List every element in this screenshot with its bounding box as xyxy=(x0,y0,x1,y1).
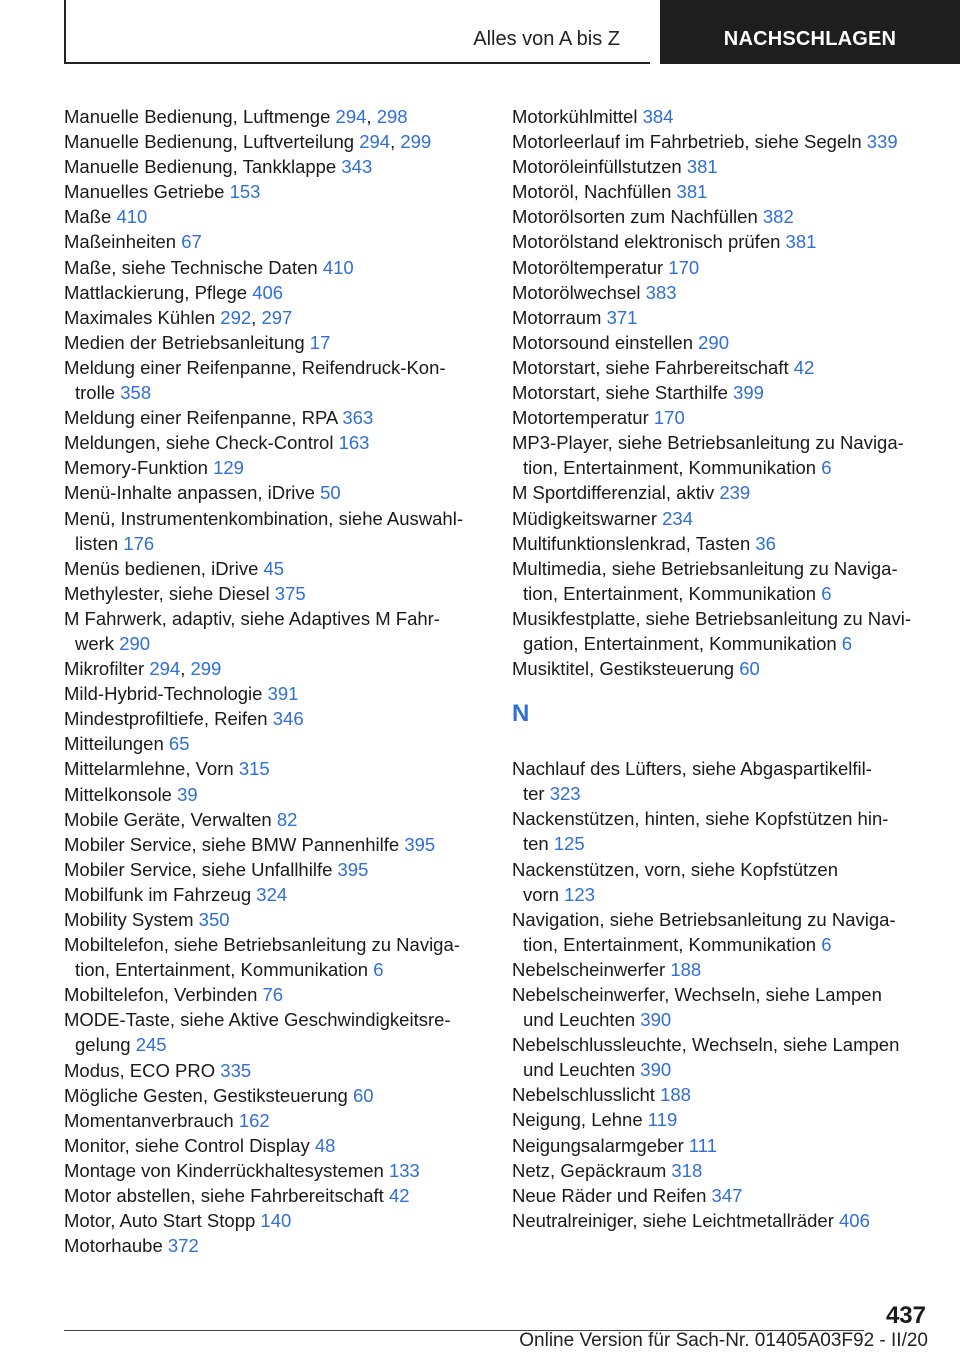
index-entry xyxy=(64,982,484,1007)
index-entry-label: trolle xyxy=(75,382,116,404)
page-reference-link[interactable]: 82 xyxy=(276,808,298,830)
section-title: Alles von A bis Z xyxy=(473,28,620,50)
index-entry-label: Motor, Auto Start Stopp xyxy=(64,1210,256,1232)
index-entry-label: Maße, siehe Technische Daten xyxy=(64,256,318,278)
page-reference-link[interactable]: 381 xyxy=(686,156,718,178)
index-entry xyxy=(512,756,932,781)
page-reference-link[interactable]: 36 xyxy=(755,532,776,554)
page-reference-link[interactable]: 371 xyxy=(606,306,638,328)
page-reference-link[interactable]: 60 xyxy=(352,1084,374,1106)
index-entry xyxy=(512,857,932,882)
index-entry-label: Neigung, Lehne xyxy=(512,1109,643,1131)
index-entry-label: Mobility System xyxy=(64,909,194,930)
index-entry-label: Menü-Inhalte anpassen, iDrive xyxy=(64,482,315,504)
index-entry xyxy=(64,1183,484,1208)
index-entry-label: und Leuchten xyxy=(523,1009,636,1031)
index-entry-label: Musiktitel, Gestiksteuerung xyxy=(512,658,735,680)
index-entry-continuation xyxy=(512,831,932,856)
index-entry xyxy=(64,1233,484,1258)
index-entry-label: Motorstart, siehe Fahrbereitschaft xyxy=(512,356,789,378)
page-reference-link[interactable]: 234 xyxy=(662,507,693,529)
index-entry xyxy=(512,330,932,355)
page-reference-link[interactable]: 6 xyxy=(821,582,832,604)
index-entry-label: Maßeinheiten xyxy=(64,231,177,253)
index-entry-label: Netz, Gepäckraum xyxy=(512,1159,667,1181)
page-reference-link[interactable]: 384 xyxy=(642,106,674,127)
index-entry xyxy=(512,907,932,932)
page-reference-link[interactable]: 346 xyxy=(272,708,304,730)
index-entry-label: Mittelkonsole xyxy=(64,783,172,805)
page-reference-link[interactable]: 297 xyxy=(261,306,293,328)
index-entry-continuation xyxy=(512,1057,932,1082)
index-entry-label: Meldungen, siehe Check-Control xyxy=(64,432,334,454)
index-entry-label: Motorsound einstellen xyxy=(512,331,693,353)
page-reference-link[interactable]: 6 xyxy=(821,933,832,955)
index-entry-label: Motorölwechsel xyxy=(512,281,641,303)
index-entry xyxy=(512,129,932,154)
page-reference-link[interactable]: 133 xyxy=(388,1159,420,1181)
index-entry-label: Methylester, siehe Diesel xyxy=(64,582,270,604)
page-reference-link[interactable]: 170 xyxy=(653,407,685,429)
index-entry-label: Motoröltemperatur xyxy=(512,256,664,278)
page-reference-link[interactable]: 299 xyxy=(400,131,432,153)
index-list-left xyxy=(64,104,484,1258)
page-reference-link[interactable]: 140 xyxy=(260,1210,292,1232)
page-reference-link[interactable]: 188 xyxy=(660,1084,691,1106)
index-entry: Manuelle Bedienung, Luftverteilung 294, 299 xyxy=(64,131,432,153)
index-entry xyxy=(64,480,484,505)
index-entry xyxy=(512,355,932,380)
index-entry-label: Musikfestplatte, siehe Betriebsanleitung zu Navi- xyxy=(512,607,911,629)
index-entry xyxy=(64,731,484,756)
page-reference-link[interactable]: 119 xyxy=(647,1109,678,1131)
index-list-right-m xyxy=(512,104,932,681)
page-reference-link[interactable]: 6 xyxy=(373,959,384,981)
index-entry-label: Mobilfunk im Fahrzeug xyxy=(64,883,252,905)
index-entry-label: Motoröl, Nachfüllen xyxy=(512,181,672,203)
page-reference-link[interactable]: 292 xyxy=(220,306,252,328)
page-reference-link[interactable]: 48 xyxy=(314,1134,336,1156)
index-entry xyxy=(64,782,484,807)
index-entry-label: Mild-Hybrid-Technologie xyxy=(64,683,263,705)
page-reference-link[interactable]: 123 xyxy=(564,883,596,905)
index-entry-label: listen xyxy=(75,532,119,554)
index-entry xyxy=(512,1158,932,1183)
index-entry xyxy=(512,656,932,681)
index-entry xyxy=(64,229,484,254)
index-entry-label: Mitteilungen xyxy=(64,733,164,755)
index-entry-continuation xyxy=(64,531,484,556)
page-reference-link[interactable]: 395 xyxy=(337,858,369,880)
index-entry-continuation xyxy=(512,631,932,656)
page-reference-link[interactable]: 395 xyxy=(404,833,436,855)
page-reference-link[interactable]: 390 xyxy=(640,1009,672,1031)
index-entry-label: Motorstart, siehe Starthilfe xyxy=(512,382,728,404)
index-entry-label: Motor abstellen, siehe Fahrbereitschaft xyxy=(64,1185,384,1207)
index-entry-label: Meldung einer Reifenpanne, Reifendruck-Kon- xyxy=(64,356,446,378)
page-reference-link[interactable]: 390 xyxy=(640,1059,672,1081)
index-entry-label: Nebelschlusslicht xyxy=(512,1084,655,1106)
index-entry xyxy=(64,1133,484,1158)
index-entry-label: Mobiler Service, siehe Unfallhilfe xyxy=(64,858,333,880)
header-left-rule xyxy=(64,0,66,64)
index-entry-label: Menüs bedienen, iDrive xyxy=(64,557,259,579)
index-entry-continuation xyxy=(64,1032,484,1057)
index-entry: Mikrofilter 294, 299 xyxy=(64,658,222,680)
page-reference-link[interactable]: 406 xyxy=(839,1209,870,1231)
index-entry-label: M Fahrwerk, adaptiv, siehe Adaptives M Fahr- xyxy=(64,607,440,629)
index-entry-label: Motorraum xyxy=(512,306,602,328)
index-entry xyxy=(512,606,932,631)
index-entry xyxy=(64,355,484,380)
index-entry-label: Mindestprofiltiefe, Reifen xyxy=(64,708,268,730)
page-reference-link[interactable]: 170 xyxy=(668,256,700,278)
index-entry-label: M Sportdifferenzial, aktiv xyxy=(512,482,715,504)
index-entry-label: Momentanverbrauch xyxy=(64,1109,234,1131)
index-entry-label: Nebelschlussleuchte, Wechseln, siehe Lampen xyxy=(512,1034,900,1056)
page-reference-link[interactable]: 375 xyxy=(274,582,306,604)
index-entry xyxy=(64,882,484,907)
index-entry xyxy=(512,104,932,129)
index-entry xyxy=(512,204,932,229)
index-entry-label: Nackenstützen, hinten, siehe Kopfstützen hin- xyxy=(512,808,889,830)
index-entry-label: werk xyxy=(75,632,115,654)
index-entry: Manuelle Bedienung, Luftmenge 294, 298 xyxy=(64,106,408,127)
index-entry xyxy=(64,1083,484,1108)
index-entry xyxy=(512,1183,932,1208)
index-entry-label: tion, Entertainment, Kommunikation xyxy=(523,933,817,955)
index-entry xyxy=(512,380,932,405)
index-entry-continuation xyxy=(64,957,484,982)
index-entry-label: Mittelarmlehne, Vorn xyxy=(64,758,234,780)
index-entry-label: MP3-Player, siehe Betriebsanleitung zu Naviga- xyxy=(512,432,904,454)
page-reference-link[interactable]: 381 xyxy=(676,181,708,203)
index-entry xyxy=(64,756,484,781)
page-reference-link[interactable]: 245 xyxy=(135,1034,167,1056)
index-entry xyxy=(512,179,932,204)
page-reference-link[interactable]: 45 xyxy=(263,557,285,579)
index-entry-label: Menü, Instrumentenkombination, siehe Auswahl- xyxy=(64,507,463,529)
index-entry-label: Müdigkeitswarner xyxy=(512,507,657,529)
page-reference-link[interactable]: 343 xyxy=(341,156,373,178)
index-entry xyxy=(64,857,484,882)
index-entry xyxy=(64,556,484,581)
index-entry xyxy=(512,1032,932,1057)
index-entry-continuation xyxy=(64,631,484,656)
index-entry xyxy=(512,957,932,982)
index-entry-label: Neigungsalarmgeber xyxy=(512,1134,684,1156)
index-entry xyxy=(64,1007,484,1032)
index-entry xyxy=(64,832,484,857)
index-entry-label: Motorölsorten zum Nachfüllen xyxy=(512,206,758,228)
index-entry xyxy=(512,430,932,455)
page-reference-link[interactable]: 339 xyxy=(866,131,898,153)
page-reference-link[interactable]: 335 xyxy=(220,1059,252,1081)
index-entry xyxy=(64,204,484,229)
header-bottom-rule xyxy=(64,62,650,64)
index-entry xyxy=(64,1158,484,1183)
index-entry xyxy=(512,280,932,305)
index-entry-label: Nebelscheinwerfer, Wechseln, siehe Lampen xyxy=(512,984,882,1005)
index-entry-continuation xyxy=(512,781,932,806)
index-entry-label: Montage von Kinderrückhaltesystemen xyxy=(64,1159,384,1181)
index-entry-label: Maße xyxy=(64,206,112,228)
page-reference-link[interactable]: 410 xyxy=(322,256,354,278)
page-reference-link[interactable]: 350 xyxy=(198,909,230,930)
page-reference-link[interactable]: 290 xyxy=(698,331,730,353)
index-entry-label: Mobiler Service, siehe BMW Pannenhilfe xyxy=(64,833,400,855)
index-entry xyxy=(512,1208,932,1233)
page-reference-link[interactable]: 406 xyxy=(252,281,284,303)
page-reference-link[interactable]: 347 xyxy=(711,1184,743,1206)
page-reference-link[interactable]: 111 xyxy=(688,1134,718,1156)
page-reference-link[interactable]: 324 xyxy=(256,883,288,905)
index-entry xyxy=(64,430,484,455)
index-entry xyxy=(64,1208,484,1233)
page-reference-link[interactable]: 6 xyxy=(841,632,853,654)
index-entry-label: Motorhaube xyxy=(64,1235,163,1257)
page-reference-link[interactable]: 42 xyxy=(793,356,815,378)
index-entry-continuation xyxy=(512,932,932,957)
index-entry-label: Medien der Betriebsanleitung xyxy=(64,331,305,353)
page-reference-link[interactable]: 239 xyxy=(719,482,751,504)
index-entry xyxy=(512,229,932,254)
page-reference-link[interactable]: 372 xyxy=(167,1235,199,1257)
page-reference-link[interactable]: 17 xyxy=(309,331,331,353)
index-entry-continuation xyxy=(512,455,932,480)
index-entry xyxy=(64,280,484,305)
index-entry xyxy=(512,531,932,556)
index-entry xyxy=(64,581,484,606)
index-entry-label: Mobiltelefon, Verbinden xyxy=(64,984,258,1006)
index-entry-label: ten xyxy=(523,833,549,855)
index-entry: Maximales Kühlen 292, 297 xyxy=(64,306,293,328)
index-entry-label: Motorölstand elektronisch prüfen xyxy=(512,231,781,253)
index-entry-label: Mikrofilter xyxy=(64,658,145,680)
page-reference-link[interactable]: 358 xyxy=(120,382,152,404)
page-reference-link[interactable]: 294 xyxy=(359,131,391,153)
index-entry xyxy=(64,330,484,355)
page-reference-link[interactable]: 382 xyxy=(762,206,794,228)
page-reference-link[interactable]: 125 xyxy=(553,833,585,855)
index-entry xyxy=(64,506,484,531)
index-entry-label: Mobiltelefon, siehe Betriebsanleitung zu Naviga- xyxy=(64,934,460,956)
chapter-tab[interactable]: NACHSCHLAGEN xyxy=(660,0,960,64)
index-entry xyxy=(64,179,484,204)
index-entry-label: Motorkühlmittel xyxy=(512,106,638,127)
page-reference-link[interactable]: 294 xyxy=(149,658,181,680)
index-entry-label: Mattlackierung, Pflege xyxy=(64,281,248,303)
index-entry-label: Monitor, siehe Control Display xyxy=(64,1134,310,1156)
index-entry-continuation xyxy=(64,380,484,405)
index-entry-label: gelung xyxy=(75,1034,131,1056)
index-entry xyxy=(512,480,932,505)
page-reference-link[interactable]: 383 xyxy=(645,281,677,303)
page-reference-link[interactable]: 67 xyxy=(181,231,202,253)
index-entry xyxy=(512,982,932,1007)
page-reference-link[interactable]: 381 xyxy=(785,231,817,253)
index-entry-label: tion, Entertainment, Kommunikation xyxy=(523,582,817,604)
index-entry-label: Manuelle Bedienung, Tankklappe xyxy=(64,156,337,178)
index-entry xyxy=(64,255,484,280)
page-reference-link[interactable]: 299 xyxy=(190,658,222,680)
page-reference-link[interactable]: 410 xyxy=(116,206,148,228)
index-entry-label: Motorleerlauf im Fahrbetrieb, siehe Segeln xyxy=(512,131,862,153)
page-reference-link[interactable]: 290 xyxy=(119,632,151,654)
page-reference-link[interactable]: 294 xyxy=(335,106,367,127)
index-entry xyxy=(512,405,932,430)
index-entry-label: ter xyxy=(523,783,545,805)
page-reference-link[interactable]: 42 xyxy=(388,1185,410,1207)
index-entry-label: MODE-Taste, siehe Aktive Geschwindigkeitsre- xyxy=(64,1009,451,1031)
page-reference-link[interactable]: 60 xyxy=(739,658,760,680)
index-entry-label: Meldung einer Reifenpanne, RPA xyxy=(64,407,338,429)
page-reference-link[interactable]: 129 xyxy=(213,457,244,479)
index-entry-label: gation, Entertainment, Kommunikation xyxy=(523,632,837,654)
index-entry-label: Nebelscheinwerfer xyxy=(512,958,666,980)
index-entry xyxy=(64,1108,484,1133)
page-reference-link[interactable]: 76 xyxy=(262,984,284,1006)
page-reference-link[interactable]: 153 xyxy=(229,181,261,203)
index-entry xyxy=(64,606,484,631)
page-reference-link[interactable]: 163 xyxy=(338,432,370,454)
index-entry xyxy=(512,556,932,581)
page-reference-link[interactable]: 65 xyxy=(168,733,190,755)
index-entry xyxy=(512,1082,932,1107)
index-entry-label: Motortemperatur xyxy=(512,407,649,429)
index-entry-label: Manuelle Bedienung, Luftmenge xyxy=(64,106,331,127)
page-reference-link[interactable]: 323 xyxy=(549,783,581,805)
page-reference-link[interactable]: 318 xyxy=(671,1159,703,1181)
page-reference-link[interactable]: 298 xyxy=(376,106,408,127)
page-reference-link[interactable]: 399 xyxy=(733,382,764,404)
index-entry-label: Memory-Funktion xyxy=(64,457,208,479)
index-list-right-n xyxy=(512,756,932,1233)
index-entry-label: Manuelles Getriebe xyxy=(64,181,225,203)
index-entry xyxy=(512,305,932,330)
index-entry-label: Maximales Kühlen xyxy=(64,306,216,328)
page-reference-link[interactable]: 391 xyxy=(267,683,299,705)
index-entry-label: tion, Entertainment, Kommunikation xyxy=(75,959,369,981)
index-entry-label: Modus, ECO PRO xyxy=(64,1059,216,1081)
index-entry xyxy=(64,154,484,179)
index-entry-continuation xyxy=(512,581,932,606)
index-entry xyxy=(64,907,484,932)
index-entry-label: Multifunktionslenkrad, Tasten xyxy=(512,532,751,554)
page-reference-link[interactable]: 188 xyxy=(670,958,702,980)
index-entry-label: vorn xyxy=(523,883,559,905)
index-entry xyxy=(512,506,932,531)
index-entry-label: Manuelle Bedienung, Luftverteilung xyxy=(64,131,355,153)
index-entry-label: Mobile Geräte, Verwalten xyxy=(64,808,272,830)
index-entry xyxy=(64,706,484,731)
index-entry xyxy=(64,807,484,832)
index-entry-label: Multimedia, siehe Betriebsanleitung zu Naviga- xyxy=(512,557,898,579)
index-entry-label: Navigation, siehe Betriebsanleitung zu Naviga- xyxy=(512,908,896,930)
index-entry xyxy=(64,681,484,706)
index-entry xyxy=(64,1058,484,1083)
index-entry xyxy=(64,455,484,480)
index-entry xyxy=(64,932,484,957)
page-reference-link[interactable]: 176 xyxy=(123,532,155,554)
index-entry-continuation xyxy=(512,1007,932,1032)
index-entry xyxy=(512,1107,932,1132)
section-letter-heading: N xyxy=(512,700,530,728)
index-entry-label: tion, Entertainment, Kommunikation xyxy=(523,457,817,479)
page-reference-link[interactable]: 363 xyxy=(342,407,374,429)
index-entry xyxy=(64,405,484,430)
index-entry-label: Neutralreiniger, siehe Leichtmetallräder xyxy=(512,1209,834,1231)
page-reference-link[interactable]: 162 xyxy=(238,1109,270,1131)
index-entry xyxy=(512,154,932,179)
index-entry-continuation xyxy=(512,882,932,907)
index-entry-label: Motoröleinfüllstutzen xyxy=(512,156,682,178)
index-entry xyxy=(512,1133,932,1158)
index-entry-label: Mögliche Gesten, Gestiksteuerung xyxy=(64,1084,348,1106)
page-reference-link[interactable]: 39 xyxy=(177,783,198,805)
page-reference-link[interactable]: 6 xyxy=(821,457,832,479)
index-entry-label: Nachlauf des Lüfters, siehe Abgaspartikelfil- xyxy=(512,758,872,780)
footer-online-version: Online Version für Sach-Nr. 01405A03F92 - II/20 xyxy=(519,1330,928,1351)
page-reference-link[interactable]: 50 xyxy=(320,482,341,504)
index-entry xyxy=(512,806,932,831)
page-number: 437 xyxy=(885,1302,926,1329)
page-reference-link[interactable]: 315 xyxy=(238,758,270,780)
index-entry-label: Neue Räder und Reifen xyxy=(512,1184,707,1206)
index-column-right xyxy=(512,104,932,1233)
index-entry-label: Nackenstützen, vorn, siehe Kopfstützen xyxy=(512,858,838,880)
index-entry xyxy=(512,255,932,280)
index-column-left xyxy=(64,104,484,1258)
index-entry-label: und Leuchten xyxy=(523,1059,636,1081)
